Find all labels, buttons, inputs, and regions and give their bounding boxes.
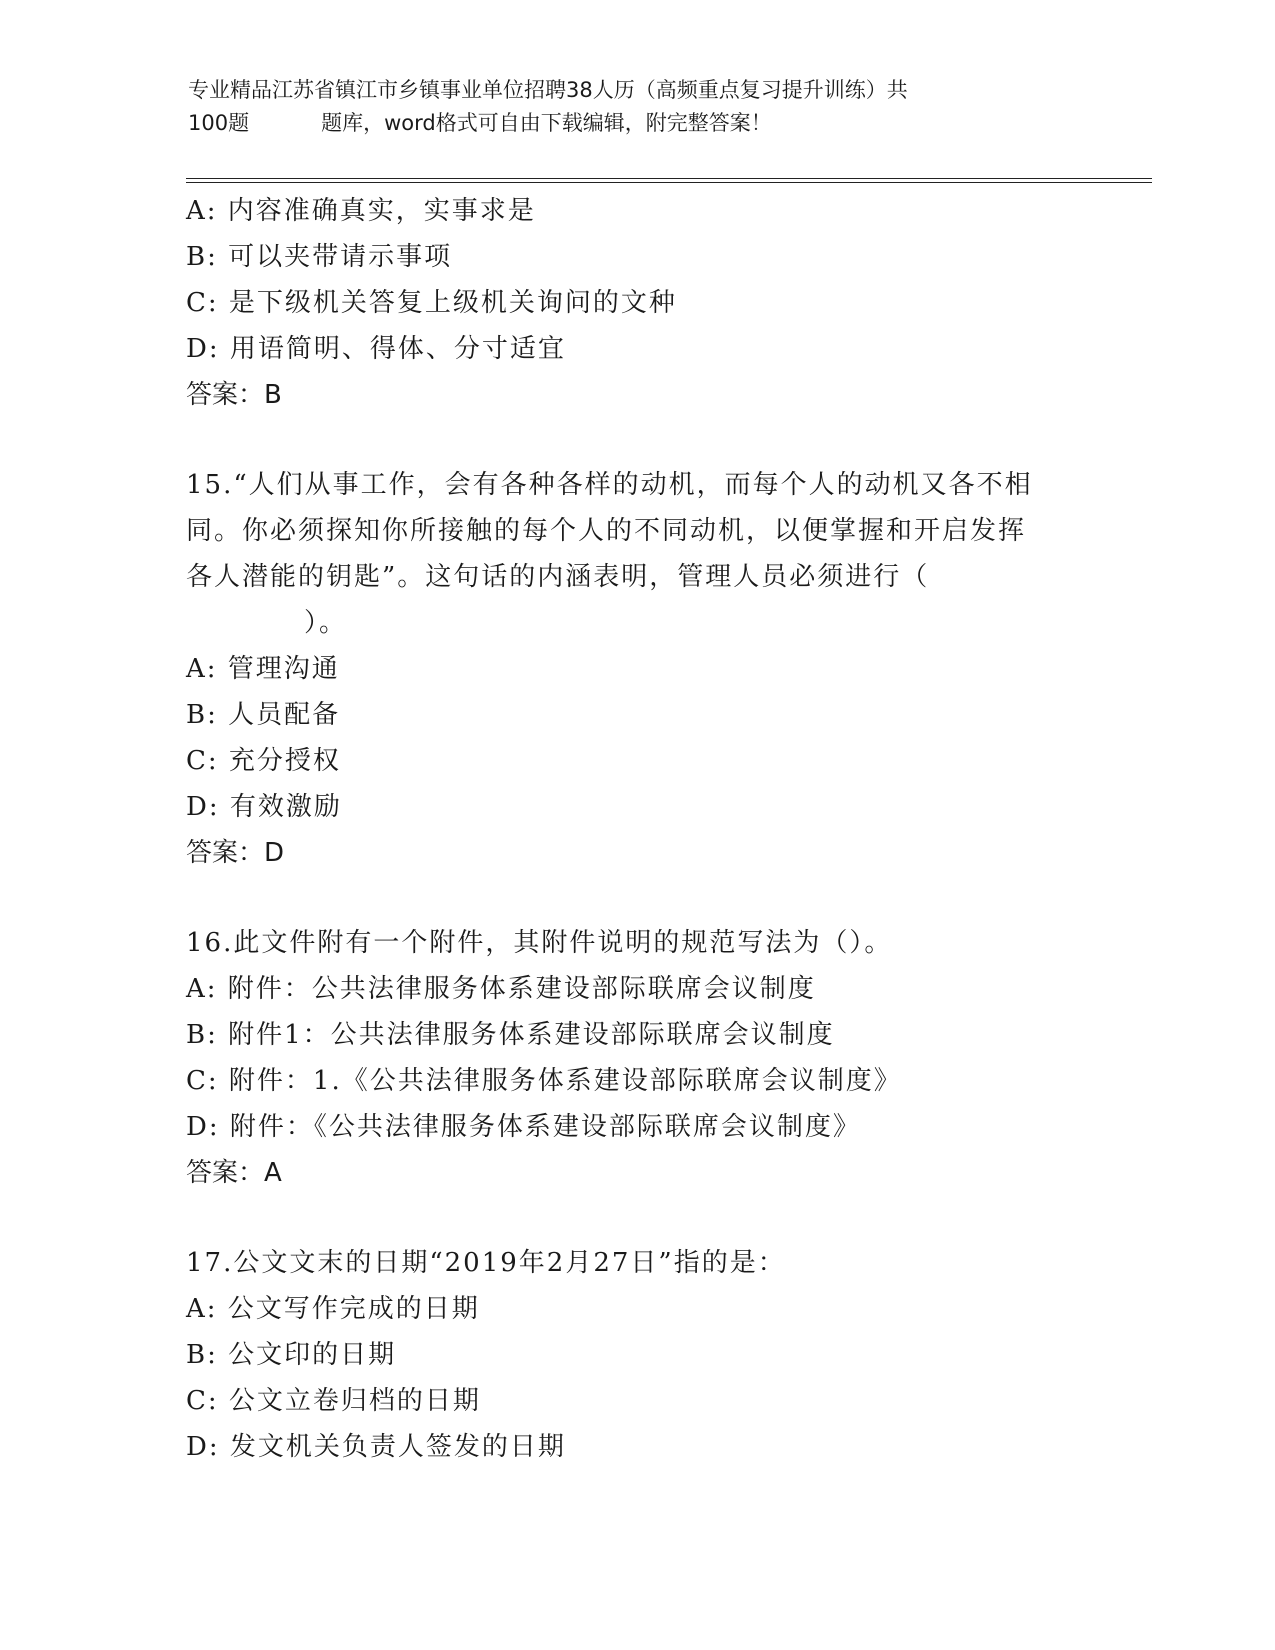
question-stem: 16.此文件附有一个附件，其附件说明的规范写法为（）。	[186, 928, 893, 958]
header-rule-top	[186, 178, 1152, 179]
option-c: C: 公文立卷归档的日期	[186, 1386, 481, 1416]
header-title-line-2	[188, 107, 1068, 140]
question-17	[186, 1240, 1086, 1470]
option-c: C: 是下级机关答复上级机关询问的文种	[186, 288, 677, 318]
question-stem-line: 同。你必须探知你所接触的每个人的不同动机，以便掌握和开启发挥	[186, 516, 1027, 546]
option-d: D: 发文机关负责人签发的日期	[186, 1432, 566, 1462]
question-14	[186, 188, 1086, 418]
answer-key: 答案：D	[186, 838, 285, 868]
option-d: D: 有效激励	[186, 792, 342, 822]
option-b: B: 可以夹带请示事项	[186, 242, 453, 272]
question-stem: 17.公文文末的日期“2019年2月27日”指的是：	[186, 1248, 786, 1278]
question-16	[186, 920, 1086, 1196]
header-question-count: 100题	[188, 111, 250, 135]
question-stem-line: ）。	[304, 608, 348, 638]
question-15	[186, 462, 1086, 876]
option-a: A: 公文写作完成的日期	[186, 1294, 480, 1324]
header-title-line-1: 专业精品江苏省镇江市乡镇事业单位招聘38人历（高频重点复习提升训练）共	[188, 78, 908, 102]
option-c: C: 充分授权	[186, 746, 341, 776]
header-rule-bottom	[186, 182, 1152, 183]
answer-key: 答案：A	[186, 1158, 282, 1188]
document-header	[188, 74, 1068, 140]
option-a: A: 附件：公共法律服务体系建设部际联席会议制度	[186, 974, 816, 1004]
answer-key: 答案：B	[186, 380, 282, 410]
question-stem-line: 15.“人们从事工作，会有各种各样的动机，而每个人的动机又各不相	[186, 470, 1033, 500]
option-d: D: 附件：《公共法律服务体系建设部际联席会议制度》	[186, 1112, 861, 1142]
question-list	[186, 188, 1086, 1470]
question-stem-line: 各人潜能的钥匙”。这句话的内涵表明，管理人员必须进行（	[186, 562, 930, 592]
option-a: A: 管理沟通	[186, 654, 340, 684]
header-subtitle: 题库，word格式可自由下载编辑，附完整答案！	[321, 111, 772, 135]
option-b: B: 公文印的日期	[186, 1340, 397, 1370]
option-d: D: 用语简明、得体、分寸适宜	[186, 334, 566, 364]
option-c: C: 附件：1.《公共法律服务体系建设部际联席会议制度》	[186, 1066, 902, 1096]
option-a: A: 内容准确真实，实事求是	[186, 196, 536, 226]
option-b: B: 附件1：公共法律服务体系建设部际联席会议制度	[186, 1020, 835, 1050]
option-b: B: 人员配备	[186, 700, 341, 730]
